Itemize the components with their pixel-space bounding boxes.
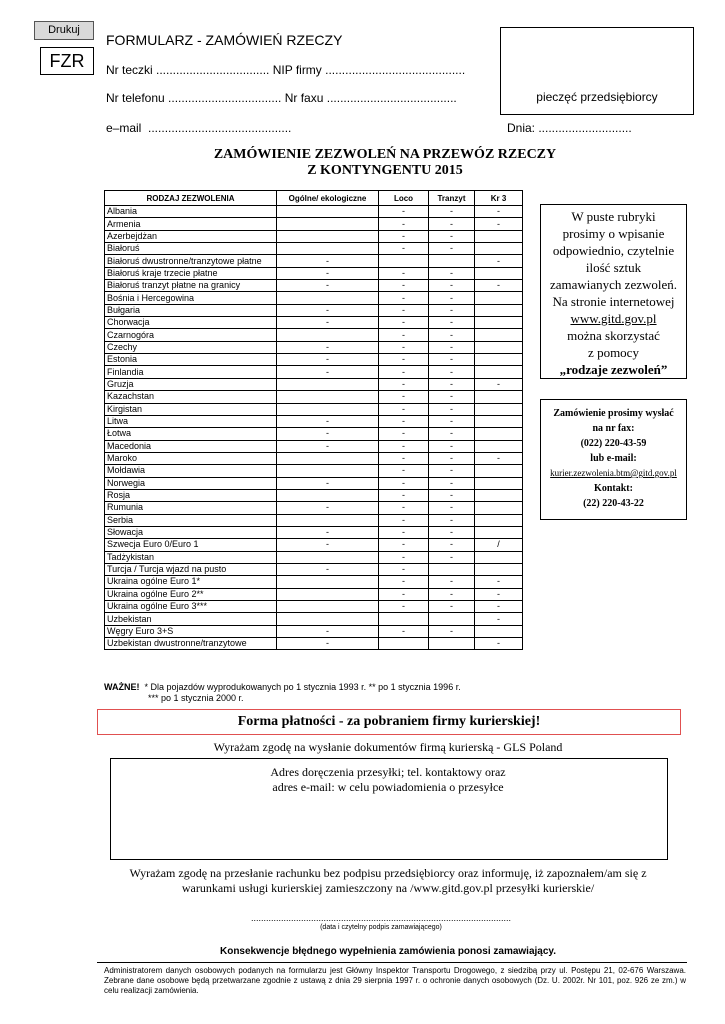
- notes-label: WAŻNE!: [104, 682, 140, 692]
- table-row: [105, 329, 523, 341]
- quantity-cell[interactable]: -: [277, 354, 379, 366]
- quantity-cell[interactable]: [277, 292, 379, 304]
- quantity-cell[interactable]: -: [379, 378, 429, 390]
- table-row: [105, 280, 523, 292]
- quantity-cell[interactable]: -: [475, 255, 523, 267]
- quantity-cell[interactable]: -: [379, 625, 429, 637]
- quantity-cell[interactable]: -: [429, 576, 475, 588]
- quantity-cell[interactable]: [475, 317, 523, 329]
- quantity-cell[interactable]: -: [277, 428, 379, 440]
- table-row: [105, 317, 523, 329]
- quantity-cell[interactable]: [277, 588, 379, 600]
- permit-name-cell: Bułgaria: [105, 304, 277, 316]
- quantity-cell[interactable]: -: [379, 218, 429, 230]
- quantity-cell[interactable]: -: [379, 230, 429, 242]
- contact-number: (22) 220-43-22: [583, 498, 644, 509]
- permit-name-cell: Ukraina ogólne Euro 1*: [105, 576, 277, 588]
- quantity-cell[interactable]: -: [379, 440, 429, 452]
- address-instructions: [110, 765, 666, 795]
- table-row: [105, 601, 523, 613]
- quantity-cell[interactable]: [475, 366, 523, 378]
- quantity-cell[interactable]: -: [379, 539, 429, 551]
- quantity-cell[interactable]: -: [429, 391, 475, 403]
- privacy-footer: Administratorem danych osobowych podanych na formularzu jest Główny Inspektor Transportu Drogowego, z siedzibą przy ul. Postępu 21, 02-676 Warszawa. Zebrane dane osobowe będą przetwarzane zgodnie z ustawą z dnia 29 sierpnia 1997 r. o ochronie danych osobowych (Dz. U. 2002r. Nr 101, poz. 926 ze zm.) w celu realizacji zamówienia.: [104, 966, 686, 995]
- permit-name-cell: Ukraina ogólne Euro 2**: [105, 588, 277, 600]
- quantity-cell[interactable]: -: [379, 391, 429, 403]
- quantity-cell[interactable]: -: [379, 588, 429, 600]
- quantity-cell[interactable]: -: [475, 206, 523, 218]
- quantity-cell[interactable]: -: [475, 576, 523, 588]
- quantity-cell[interactable]: [277, 551, 379, 563]
- table-row: [105, 391, 523, 403]
- quantity-cell[interactable]: [475, 489, 523, 501]
- table-row: [105, 267, 523, 279]
- quantity-cell[interactable]: [475, 502, 523, 514]
- header-transit: Tranzyt: [429, 191, 475, 206]
- instructions-line: można skorzystać: [567, 328, 660, 343]
- quantity-cell[interactable]: -: [429, 415, 475, 427]
- permit-name-cell: Rosja: [105, 489, 277, 501]
- gls-consent: Wyrażam zgodę na wysłanie dokumentów firmą kurierską - GLS Poland: [213, 740, 563, 754]
- quantity-cell[interactable]: -: [379, 366, 429, 378]
- quantity-cell[interactable]: [475, 292, 523, 304]
- table-row: [105, 243, 523, 255]
- address-line2: adres e-mail: w celu powiadomienia o przesyłce: [272, 780, 504, 794]
- table-header-row: [105, 191, 523, 206]
- quantity-cell[interactable]: -: [475, 218, 523, 230]
- quantity-cell[interactable]: [379, 255, 429, 267]
- quantity-cell[interactable]: -: [277, 440, 379, 452]
- quantity-cell[interactable]: -: [379, 280, 429, 292]
- quantity-cell[interactable]: -: [429, 526, 475, 538]
- quantity-cell[interactable]: [475, 243, 523, 255]
- quantity-cell[interactable]: -: [379, 502, 429, 514]
- quantity-cell[interactable]: [475, 428, 523, 440]
- table-row: [105, 625, 523, 637]
- quantity-cell[interactable]: -: [277, 317, 379, 329]
- payment-title: Forma płatności - za pobraniem firmy kurierskiej!: [97, 709, 681, 735]
- quantity-cell[interactable]: -: [429, 292, 475, 304]
- permit-name-cell: Turcja / Turcja wjazd na pusto: [105, 563, 277, 575]
- quantity-cell[interactable]: [475, 440, 523, 452]
- consent-line2: warunkami usługi kurierskiej zamieszczony na /www.gitd.gov.pl przesyłki kurierskie/: [181, 881, 595, 895]
- quantity-cell[interactable]: [475, 267, 523, 279]
- quantity-cell[interactable]: -: [429, 440, 475, 452]
- table-row: [105, 526, 523, 538]
- quantity-cell[interactable]: [475, 415, 523, 427]
- quantity-cell[interactable]: [475, 329, 523, 341]
- quantity-cell[interactable]: [277, 378, 379, 390]
- table-row: [105, 218, 523, 230]
- quantity-cell[interactable]: [475, 403, 523, 415]
- quantity-cell[interactable]: -: [379, 428, 429, 440]
- quantity-cell[interactable]: -: [277, 638, 379, 650]
- quantity-cell[interactable]: [475, 354, 523, 366]
- table-row: [105, 588, 523, 600]
- quantity-cell[interactable]: -: [379, 317, 429, 329]
- permit-name-cell: Słowacja: [105, 526, 277, 538]
- main-title-line2: Z KONTYNGENTU 2015: [307, 163, 463, 178]
- address-line1: Adres doręczenia przesyłki; tel. kontaktowy oraz: [270, 765, 506, 779]
- quantity-cell[interactable]: -: [379, 304, 429, 316]
- quantity-cell[interactable]: -: [379, 465, 429, 477]
- permit-name-cell: Czarnogóra: [105, 329, 277, 341]
- quantity-cell[interactable]: -: [277, 280, 379, 292]
- permit-name-cell: Rumunia: [105, 502, 277, 514]
- permit-name-cell: Białoruś: [105, 243, 277, 255]
- quantity-cell[interactable]: [277, 601, 379, 613]
- quantity-cell[interactable]: -: [379, 477, 429, 489]
- header-general-eco: Ogólne/ ekologiczne: [277, 191, 379, 206]
- quantity-cell[interactable]: -: [379, 292, 429, 304]
- permit-name-cell: Uzbekistan dwustronne/tranzytowe: [105, 638, 277, 650]
- quantity-cell[interactable]: [277, 329, 379, 341]
- consent-line1: Wyrażam zgodę na przesłanie rachunku bez podpisu przedsiębiorcy oraz informuję, iż zapoznałem/am się z: [129, 866, 647, 880]
- notes: [104, 682, 461, 704]
- permit-name-cell: Azerbejdżan: [105, 230, 277, 242]
- quantity-cell[interactable]: [277, 218, 379, 230]
- table-row: [105, 354, 523, 366]
- instructions-line: odpowiednio, czytelnie: [552, 243, 675, 258]
- permit-name-cell: Norwegia: [105, 477, 277, 489]
- quantity-cell[interactable]: -: [379, 243, 429, 255]
- quantity-cell[interactable]: -: [429, 354, 475, 366]
- quantity-cell[interactable]: -: [429, 366, 475, 378]
- quantity-cell[interactable]: [379, 613, 429, 625]
- quantity-cell[interactable]: -: [429, 452, 475, 464]
- quantity-cell[interactable]: -: [429, 539, 475, 551]
- quantity-cell[interactable]: [277, 452, 379, 464]
- permits-table: [104, 190, 523, 650]
- quantity-cell[interactable]: [475, 551, 523, 563]
- permit-name-cell: Serbia: [105, 514, 277, 526]
- table-row: [105, 206, 523, 218]
- quantity-cell[interactable]: -: [429, 625, 475, 637]
- instructions-line: prosimy o wpisanie: [562, 226, 665, 241]
- quantity-cell[interactable]: -: [475, 378, 523, 390]
- permit-name-cell: Szwecja Euro 0/Euro 1: [105, 539, 277, 551]
- quantity-cell[interactable]: -: [475, 638, 523, 650]
- table-row: [105, 341, 523, 353]
- header-kr3: Kr 3: [475, 191, 523, 206]
- quantity-cell[interactable]: [475, 304, 523, 316]
- quantity-cell[interactable]: [277, 613, 379, 625]
- quantity-cell[interactable]: -: [277, 625, 379, 637]
- quantity-cell[interactable]: -: [277, 539, 379, 551]
- permit-name-cell: Węgry Euro 3+S: [105, 625, 277, 637]
- table-row: [105, 304, 523, 316]
- permit-name-cell: Maroko: [105, 452, 277, 464]
- quantity-cell[interactable]: -: [475, 452, 523, 464]
- quantity-cell[interactable]: -: [277, 255, 379, 267]
- invoice-consent: [110, 866, 666, 896]
- signature-field[interactable]: ........................................................................................................: [250, 913, 512, 923]
- permit-name-cell: Uzbekistan: [105, 613, 277, 625]
- quantity-cell[interactable]: -: [429, 477, 475, 489]
- quantity-cell[interactable]: [277, 206, 379, 218]
- instructions-line: z pomocy: [588, 345, 639, 360]
- quantity-cell[interactable]: -: [379, 452, 429, 464]
- email-label: lub e-mail:: [590, 453, 637, 464]
- quantity-cell[interactable]: -: [379, 354, 429, 366]
- table-row: [105, 440, 523, 452]
- instructions-line: zamawianych zezwoleń.: [549, 277, 678, 292]
- header-permit-type: RODZAJ ZEZWOLENIA: [105, 191, 277, 206]
- quantity-cell[interactable]: [475, 341, 523, 353]
- order-email-link[interactable]: kurier.zezwolenia.btm@gitd.gov.pl: [550, 468, 677, 478]
- quantity-cell[interactable]: -: [429, 218, 475, 230]
- footer-divider: [97, 962, 687, 963]
- stamp-label: pieczęć przedsiębiorcy: [536, 90, 658, 104]
- quantity-cell[interactable]: -: [379, 415, 429, 427]
- table-row: [105, 514, 523, 526]
- quantity-cell[interactable]: -: [429, 243, 475, 255]
- date-line[interactable]: Dnia: ............................: [507, 121, 632, 135]
- table-row: [105, 477, 523, 489]
- quantity-cell[interactable]: -: [277, 477, 379, 489]
- quantity-cell[interactable]: -: [429, 502, 475, 514]
- quantity-cell[interactable]: -: [379, 403, 429, 415]
- permit-name-cell: Białoruś tranzyt płatne na granicy: [105, 280, 277, 292]
- table-row: [105, 563, 523, 575]
- quantity-cell[interactable]: -: [277, 502, 379, 514]
- quantity-cell[interactable]: [429, 613, 475, 625]
- table-row: [105, 366, 523, 378]
- instructions-line: ilość sztuk: [585, 260, 642, 275]
- quantity-cell[interactable]: -: [429, 304, 475, 316]
- fax-number: (022) 220-43-59: [580, 438, 647, 449]
- quantity-cell[interactable]: -: [429, 588, 475, 600]
- quantity-cell[interactable]: -: [429, 230, 475, 242]
- quantity-cell[interactable]: -: [379, 576, 429, 588]
- quantity-cell[interactable]: [475, 526, 523, 538]
- instructions-line: Na stronie internetowej: [552, 294, 675, 309]
- table-row: [105, 403, 523, 415]
- quantity-cell[interactable]: -: [277, 366, 379, 378]
- main-title: [120, 147, 650, 179]
- quantity-cell[interactable]: /: [475, 539, 523, 551]
- quantity-cell[interactable]: -: [429, 317, 475, 329]
- quantity-cell[interactable]: [429, 255, 475, 267]
- quantity-cell[interactable]: -: [475, 613, 523, 625]
- quantity-cell[interactable]: -: [429, 428, 475, 440]
- quantity-cell[interactable]: [277, 576, 379, 588]
- quantity-cell[interactable]: -: [429, 403, 475, 415]
- quantity-cell[interactable]: -: [379, 551, 429, 563]
- quantity-cell[interactable]: -: [379, 341, 429, 353]
- table-row: [105, 551, 523, 563]
- permit-name-cell: Ukraina ogólne Euro 3***: [105, 601, 277, 613]
- permit-name-cell: Gruzja: [105, 378, 277, 390]
- instructions-line: „rodzaje zezwoleń”: [559, 362, 668, 377]
- table-row: [105, 502, 523, 514]
- table-row: [105, 539, 523, 551]
- quantity-cell[interactable]: [277, 391, 379, 403]
- permit-name-cell: Kazachstan: [105, 391, 277, 403]
- quantity-cell[interactable]: -: [379, 489, 429, 501]
- table-row: [105, 428, 523, 440]
- quantity-cell[interactable]: -: [429, 465, 475, 477]
- quantity-cell[interactable]: -: [379, 526, 429, 538]
- quantity-cell[interactable]: -: [379, 267, 429, 279]
- fax-line1: Zamówienie prosimy wysłać: [553, 408, 674, 419]
- quantity-cell[interactable]: -: [429, 514, 475, 526]
- instructions-box: [540, 204, 687, 379]
- table-row: [105, 613, 523, 625]
- quantity-cell[interactable]: -: [475, 280, 523, 292]
- quantity-cell[interactable]: -: [277, 304, 379, 316]
- permit-name-cell: Białoruś kraje trzecie płatne: [105, 267, 277, 279]
- signature-caption: (data i czytelny podpis zamawiającego): [320, 924, 442, 931]
- notes-line1: * Dla pojazdów wyprodukowanych po 1 stycznia 1993 r. ** po 1 stycznia 1996 r.: [144, 682, 461, 692]
- permit-name-cell: Estonia: [105, 354, 277, 366]
- quantity-cell[interactable]: -: [379, 206, 429, 218]
- quantity-cell[interactable]: [429, 563, 475, 575]
- quantity-cell[interactable]: [475, 391, 523, 403]
- quantity-cell[interactable]: -: [277, 526, 379, 538]
- quantity-cell[interactable]: [277, 489, 379, 501]
- quantity-cell[interactable]: -: [379, 563, 429, 575]
- table-row: [105, 415, 523, 427]
- quantity-cell[interactable]: -: [277, 415, 379, 427]
- quantity-cell[interactable]: -: [475, 588, 523, 600]
- table-row: [105, 378, 523, 390]
- quantity-cell[interactable]: -: [429, 280, 475, 292]
- quantity-cell[interactable]: [475, 563, 523, 575]
- table-row: [105, 255, 523, 267]
- quantity-cell[interactable]: -: [379, 514, 429, 526]
- quantity-cell[interactable]: -: [379, 329, 429, 341]
- quantity-cell[interactable]: -: [379, 601, 429, 613]
- quantity-cell[interactable]: -: [429, 601, 475, 613]
- permit-name-cell: Armenia: [105, 218, 277, 230]
- quantity-cell[interactable]: -: [429, 267, 475, 279]
- quantity-cell[interactable]: [475, 230, 523, 242]
- header-loco: Loco: [379, 191, 429, 206]
- quantity-cell[interactable]: -: [277, 267, 379, 279]
- file-nip-line[interactable]: Nr teczki .................................. NIP firmy ..........................................: [106, 63, 466, 77]
- permit-name-cell: Czechy: [105, 341, 277, 353]
- phone-fax-line[interactable]: Nr telefonu .................................. Nr faxu .......................................: [106, 91, 457, 105]
- quantity-cell[interactable]: -: [429, 551, 475, 563]
- quantity-cell[interactable]: -: [277, 341, 379, 353]
- fax-order-box: [540, 399, 687, 520]
- permit-name-cell: Mołdawia: [105, 465, 277, 477]
- quantity-cell[interactable]: [277, 230, 379, 242]
- print-button[interactable]: Drukuj: [34, 21, 94, 40]
- quantity-cell[interactable]: [475, 625, 523, 637]
- contact-label: Kontakt:: [594, 483, 633, 494]
- quantity-cell[interactable]: [277, 514, 379, 526]
- quantity-cell[interactable]: -: [277, 563, 379, 575]
- quantity-cell[interactable]: [277, 403, 379, 415]
- table-row: [105, 465, 523, 477]
- table-row: [105, 489, 523, 501]
- quantity-cell[interactable]: -: [475, 601, 523, 613]
- quantity-cell[interactable]: [277, 243, 379, 255]
- form-title: FORMULARZ - ZAMÓWIEŃ RZECZY: [106, 32, 343, 48]
- table-row: [105, 292, 523, 304]
- table-row: [105, 576, 523, 588]
- permit-name-cell: Finlandia: [105, 366, 277, 378]
- table-row: [105, 230, 523, 242]
- quantity-cell[interactable]: -: [429, 378, 475, 390]
- quantity-cell[interactable]: -: [429, 489, 475, 501]
- consequences-note: Konsekwencje błędnego wypełnienia zamówienia ponosi zamawiający.: [219, 946, 557, 957]
- quantity-cell[interactable]: [429, 638, 475, 650]
- table-row: [105, 452, 523, 464]
- form-code: FZR: [40, 47, 94, 75]
- main-title-line1: ZAMÓWIENIE ZEZWOLEŃ NA PRZEWÓZ RZECZY: [213, 147, 557, 162]
- quantity-cell[interactable]: [475, 514, 523, 526]
- permit-name-cell: Białoruś dwustronne/tranzytowe płatne: [105, 255, 277, 267]
- permit-name-cell: Kirgistan: [105, 403, 277, 415]
- quantity-cell[interactable]: -: [429, 206, 475, 218]
- instructions-line: W puste rubryki: [571, 209, 656, 224]
- quantity-cell[interactable]: [277, 465, 379, 477]
- permit-name-cell: Albania: [105, 206, 277, 218]
- quantity-cell[interactable]: [475, 477, 523, 489]
- permit-name-cell: Chorwacja: [105, 317, 277, 329]
- table-row: [105, 638, 523, 650]
- permit-name-cell: Tadżykistan: [105, 551, 277, 563]
- permit-name-cell: Łotwa: [105, 428, 277, 440]
- email-line[interactable]: e–mail ...........................................: [106, 121, 292, 135]
- quantity-cell[interactable]: [379, 638, 429, 650]
- instructions-line[interactable]: www.gitd.gov.pl: [570, 311, 657, 326]
- quantity-cell[interactable]: -: [429, 341, 475, 353]
- quantity-cell[interactable]: [475, 465, 523, 477]
- permit-name-cell: Litwa: [105, 415, 277, 427]
- notes-line2: *** po 1 stycznia 2000 r.: [148, 693, 244, 703]
- quantity-cell[interactable]: -: [429, 329, 475, 341]
- fax-line2: na nr fax:: [592, 423, 635, 434]
- permit-name-cell: Macedonia: [105, 440, 277, 452]
- permit-name-cell: Bośnia i Hercegowina: [105, 292, 277, 304]
